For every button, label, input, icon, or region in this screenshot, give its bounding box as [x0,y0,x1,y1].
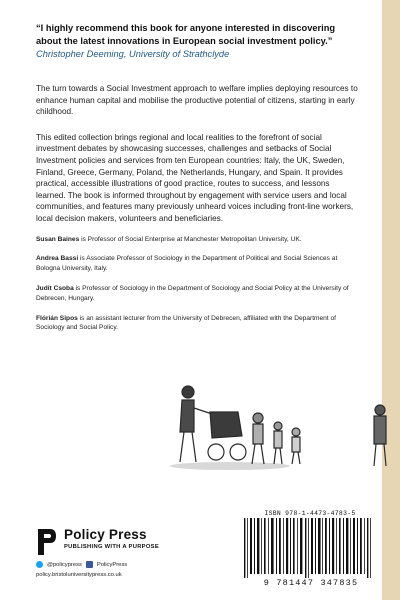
publisher-block [36,525,226,595]
policy-press-logo-icon [36,527,58,557]
barcode [240,518,380,578]
author-bio-text: is Associate Professor of Sociology in the Department of Political and Social Sciences at Bologna University, Italy. [36,255,338,273]
author-bio-text: is Professor of Sociology in the Department of Sociology and Social Policy at the University of Debrecen, Hungary. [36,284,349,302]
blurb-paragraph: This edited collection brings regional and local realities to the forefront of social investment debates by showcasing successes, challenges and setbacks of Social Investment policies and services from ten European countries: Italy, the UK, Sweden, Finland, Greece, Germany, Poland, the Netherlands, Hungary, and Spain. It provides practical, accessible illustrations of good practice, routes to success, and lessons learned. The book is informed throughout by engagement with service users and local communities, and features many previously unheard voices including front-line workers, local decision makers, volunteers and beneficiaries. [36,132,354,223]
facebook-icon [86,561,93,568]
author-bio-text: is an assistant lecturer from the University of Debrecen, affiliated with the Department of Sociology and Social Policy. [36,314,337,332]
publisher-social [36,561,127,568]
author-name: Andrea Bassi [36,255,79,263]
publisher-tagline: PUBLISHING WITH A PURPOSE [64,544,159,550]
author-bio [36,235,358,245]
text-block [36,22,358,343]
author-name: Flórián Sipos [36,314,78,322]
author-bio [36,284,358,304]
publisher-name: Policy Press [64,527,147,542]
author-name: Susan Baines [36,235,80,243]
barcode-number: 9 781447 347835 [263,578,359,588]
author-bio [36,254,358,274]
endorsement-quote: “I highly recommend this book for anyone interested in discovering about the latest innovations in European social investment policy.” [36,23,336,46]
author-bio-text: is Professor of Social Enterprise at Manchester Metropolitan University, UK. [79,235,302,243]
twitter-handle: @policypress [47,561,82,568]
walking-people-illustration [160,340,400,480]
endorsement-attribution: Christopher Deeming, University of Strathclyde [36,49,230,59]
facebook-handle: PolicyPress [96,561,128,568]
author-name: Judit Csoba [36,284,74,292]
twitter-icon [36,561,43,568]
author-bio [36,314,358,334]
spine-strip [382,0,400,600]
blurb-paragraph: The turn towards a Social Investment approach to welfare implies deploying resources to enhance human capital and mobilise the productive potential of citizens, starting in early childhood. [36,84,358,117]
publisher-url: policy.bristoluniversitypress.co.uk [36,572,122,578]
isbn-label: ISBN 978-1-4473-4783-5 [264,510,356,517]
